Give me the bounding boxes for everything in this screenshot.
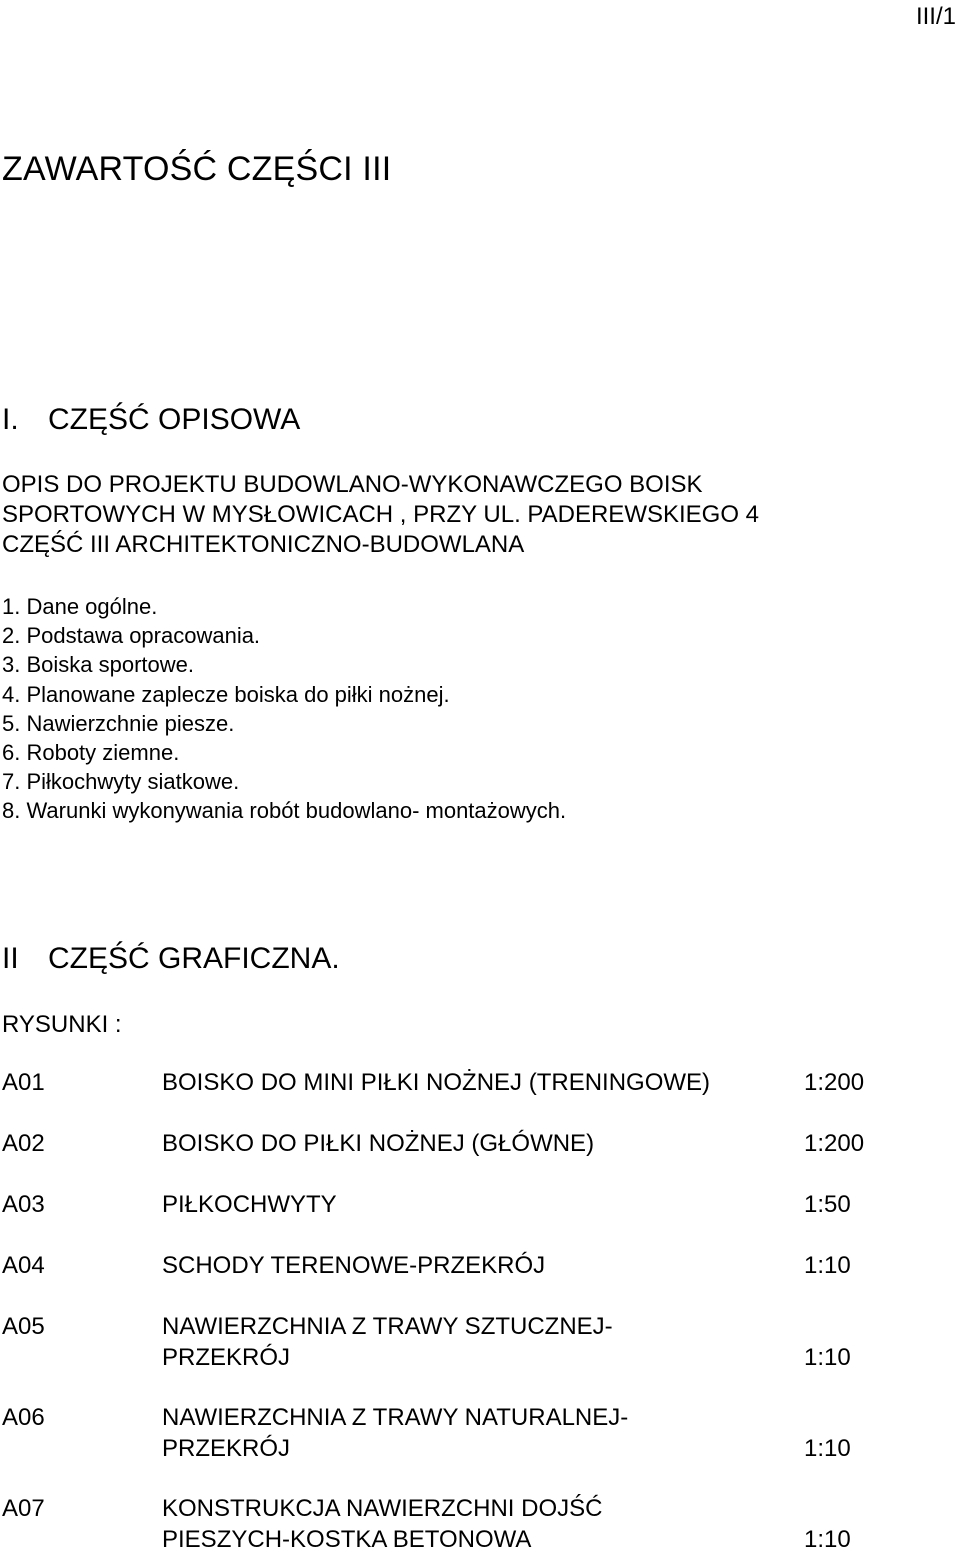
- contents-item: 6. Roboty ziemne.: [2, 738, 566, 767]
- drawing-code: A05: [2, 1312, 45, 1343]
- drawing-code: A04: [2, 1251, 45, 1282]
- drawing-scale: 1:200: [804, 1068, 864, 1099]
- contents-item: 8. Warunki wykonywania robót budowlano- montażowych.: [2, 796, 566, 825]
- drawing-title-line: PIESZYCH-KOSTKA BETONOWA: [162, 1525, 602, 1555]
- drawing-title: [162, 1312, 613, 1373]
- drawing-title-line: PRZEKRÓJ: [162, 1343, 613, 1374]
- section-number: I.: [2, 403, 48, 437]
- contents-item: 4. Planowane zaplecze boiska do piłki nożnej.: [2, 680, 566, 709]
- drawing-title: [162, 1403, 628, 1464]
- drawing-code: A02: [2, 1129, 45, 1160]
- section-heading-descriptive: [2, 403, 300, 437]
- drawing-title: [162, 1068, 710, 1099]
- drawing-code: A01: [2, 1068, 45, 1099]
- drawing-code: A07: [2, 1494, 45, 1525]
- drawing-scale: 1:10: [804, 1434, 851, 1465]
- drawing-title-line: NAWIERZCHNIA Z TRAWY NATURALNEJ-: [162, 1403, 628, 1434]
- drawing-code: A03: [2, 1190, 45, 1221]
- contents-item: 3. Boiska sportowe.: [2, 650, 566, 679]
- project-description: [2, 470, 759, 560]
- drawing-code: A06: [2, 1403, 45, 1434]
- drawing-title-line: PRZEKRÓJ: [162, 1434, 628, 1465]
- section-heading-graphic: [2, 942, 340, 976]
- drawing-title-line: NAWIERZCHNIA Z TRAWY SZTUCZNEJ-: [162, 1312, 613, 1343]
- drawing-scale: 1:10: [804, 1251, 851, 1282]
- drawing-title-line: BOISKO DO PIŁKI NOŻNEJ (GŁÓWNE): [162, 1129, 594, 1160]
- drawing-scale: 1:10: [804, 1343, 851, 1374]
- contents-item: 1. Dane ogólne.: [2, 592, 566, 621]
- contents-item: 5. Nawierzchnie piesze.: [2, 709, 566, 738]
- drawing-title-line: PIŁKOCHWYTY: [162, 1190, 337, 1221]
- document-title: ZAWARTOŚĆ CZĘŚCI III: [2, 150, 391, 189]
- section-number: II: [2, 942, 48, 976]
- drawing-title-line: BOISKO DO MINI PIŁKI NOŻNEJ (TRENINGOWE): [162, 1068, 710, 1099]
- drawing-title-line: KONSTRUKCJA NAWIERZCHNI DOJŚĆ: [162, 1494, 602, 1525]
- contents-item: 2. Podstawa opracowania.: [2, 621, 566, 650]
- drawing-scale: 1:50: [804, 1190, 851, 1221]
- drawing-scale: 1:200: [804, 1129, 864, 1160]
- drawing-title: [162, 1129, 594, 1160]
- drawing-scale: 1:10: [804, 1525, 851, 1555]
- description-line: CZĘŚĆ III ARCHITEKTONICZNO-BUDOWLANA: [2, 530, 759, 560]
- section-title: CZĘŚĆ GRAFICZNA.: [48, 942, 340, 976]
- page-number: III/1: [916, 3, 956, 31]
- drawing-title: [162, 1494, 602, 1555]
- description-line: SPORTOWYCH W MYSŁOWICACH , PRZY UL. PADEREWSKIEGO 4: [2, 500, 759, 530]
- contents-item: 7. Piłkochwyty siatkowe.: [2, 767, 566, 796]
- drawing-title: [162, 1251, 545, 1282]
- drawings-label: RYSUNKI :: [2, 1011, 122, 1039]
- drawing-title: [162, 1190, 337, 1221]
- description-line: OPIS DO PROJEKTU BUDOWLANO-WYKONAWCZEGO BOISK: [2, 470, 759, 500]
- section-title: CZĘŚĆ OPISOWA: [48, 403, 300, 437]
- contents-list: [2, 592, 566, 826]
- drawing-title-line: SCHODY TERENOWE-PRZEKRÓJ: [162, 1251, 545, 1282]
